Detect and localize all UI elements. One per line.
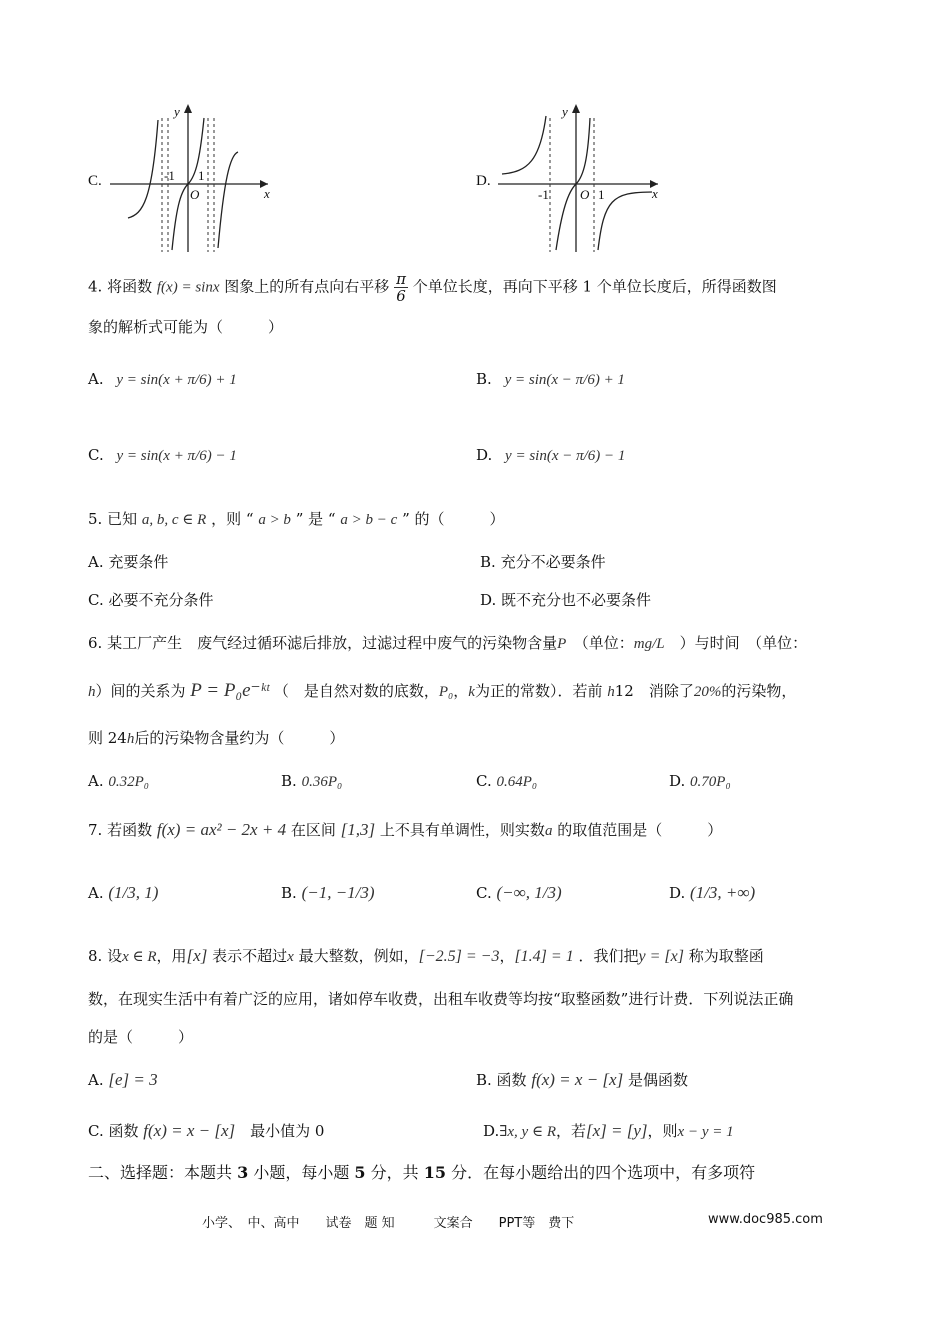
graph-c-neg1: -1: [164, 168, 175, 183]
section-2-heading: 二、选择题：本题共 3 小题，每小题 5 分，共 15 分．在每小题给出的四个选项中，有多项符: [88, 1163, 756, 1182]
q4-text3: 个单位长度，再向下平移 1 个单位长度后，所得函数图: [412, 277, 777, 296]
graph-c-svg: [88, 100, 288, 255]
q8-line3: 的是（ ）: [88, 1028, 194, 1046]
q4-fraction: $\frac{\pi}{6}$: [396, 270, 406, 305]
q4-line2: 象的解析式可能为（ ）: [88, 318, 284, 336]
q8-option-d[interactable]: D.∃x, y ∈ R，若[x] = [y]，则x − y = 1: [483, 1121, 734, 1140]
graph-d-y-label: y: [562, 104, 568, 119]
graph-c-origin: O: [190, 187, 200, 202]
q5-option-d[interactable]: D. 既不充分也不必要条件: [480, 591, 652, 609]
graph-option-c: [88, 100, 288, 255]
q5-option-a[interactable]: A. 充要条件: [88, 553, 169, 571]
graph-d-neg1: -1: [538, 187, 549, 202]
q6-line2: h）间的关系为 P = P₀e⁻ᵏᵗ （ 是自然对数的底数，P₀，k为正的常数）．若前 h12 消除了20%的污染物，: [88, 680, 797, 701]
graph-c-pos1: 1: [198, 168, 205, 183]
q4-line1: [88, 271, 777, 304]
q4-text2: 图象上的所有点向右平移: [224, 277, 390, 296]
q6-option-a[interactable]: A. 0.32P₀: [88, 772, 150, 790]
q7-option-d[interactable]: D. (1/3, +∞): [669, 883, 756, 902]
q6-line3: 则 24h后的污染物含量约为（ ）: [88, 729, 345, 747]
graph-d-pos1: 1: [598, 187, 605, 202]
graph-option-d: [476, 100, 676, 255]
q4-option-c[interactable]: C. y = sin(x + π/6) − 1: [88, 446, 237, 464]
q7-option-c[interactable]: C. (−∞, 1/3): [476, 883, 562, 902]
q6-line1: 6. 某工厂产生 废气经过循环滤后排放，过滤过程中废气的污染物含量P （单位：mg/L ）与时间 （单位：: [88, 634, 808, 652]
q7-stem: 7. 若函数 f(x) = ax² − 2x + 4 在区间 [1,3] 上不具有单调性，则实数a 的取值范围是（ ）: [88, 820, 723, 839]
q4-option-d[interactable]: D. y = sin(x − π/6) − 1: [476, 446, 626, 464]
q4-option-a[interactable]: A. y = sin(x + π/6) + 1: [88, 370, 237, 388]
graph-c-y-label: y: [174, 104, 180, 119]
q5-option-c[interactable]: C. 必要不充分条件: [88, 591, 214, 609]
q4-func: f(x) = sinx: [156, 279, 220, 296]
q6-option-d[interactable]: D. 0.70P₀: [669, 772, 731, 790]
footer-text: 小学、 中、高中 试卷 题 知 文案合 PPT等 费下: [202, 1216, 575, 1231]
graph-c-label: C.: [88, 173, 102, 189]
graph-d-origin: O: [580, 187, 590, 202]
q6-option-c[interactable]: C. 0.64P₀: [476, 772, 538, 790]
q5-option-b[interactable]: B. 充分不必要条件: [480, 553, 606, 571]
q8-option-b[interactable]: B. 函数 f(x) = x − [x] 是偶函数: [476, 1070, 688, 1089]
q4-option-b[interactable]: B. y = sin(x − π/6) + 1: [476, 370, 625, 388]
footer-url[interactable]: www.doc985.com: [708, 1212, 823, 1227]
q7-option-a[interactable]: A. (1/3, 1): [88, 883, 159, 902]
q6-option-b[interactable]: B. 0.36P₀: [281, 772, 343, 790]
graph-d-label: D.: [476, 173, 491, 189]
q5-stem: 5. 已知 a, b, c ∈ R ，则 “ a > b ” 是 “ a > b − c ” 的（ ）: [88, 510, 505, 528]
graph-c-x-label: x: [264, 186, 270, 201]
q8-line2: 数，在现实生活中有着广泛的应用，诸如停车收费，出租车收费等均按“取整函数”进行计费．下列说法正确: [88, 990, 794, 1008]
q8-line1: 8. 设x ∈ R，用[x] 表示不超过x 最大整数，例如，[−2.5] = −3，[1.4] = 1 ．我们把y = [x] 称为取整函: [88, 946, 764, 965]
q7-option-b[interactable]: B. (−1, −1/3): [281, 883, 375, 902]
graph-d-svg: [476, 100, 676, 255]
q8-option-c[interactable]: C. 函数 f(x) = x − [x] 最小值为 0: [88, 1121, 325, 1140]
q8-option-a[interactable]: A. [e] = 3: [88, 1070, 158, 1089]
graph-d-x-label: x: [652, 186, 658, 201]
q4-text1: 4. 将函数: [88, 277, 153, 296]
